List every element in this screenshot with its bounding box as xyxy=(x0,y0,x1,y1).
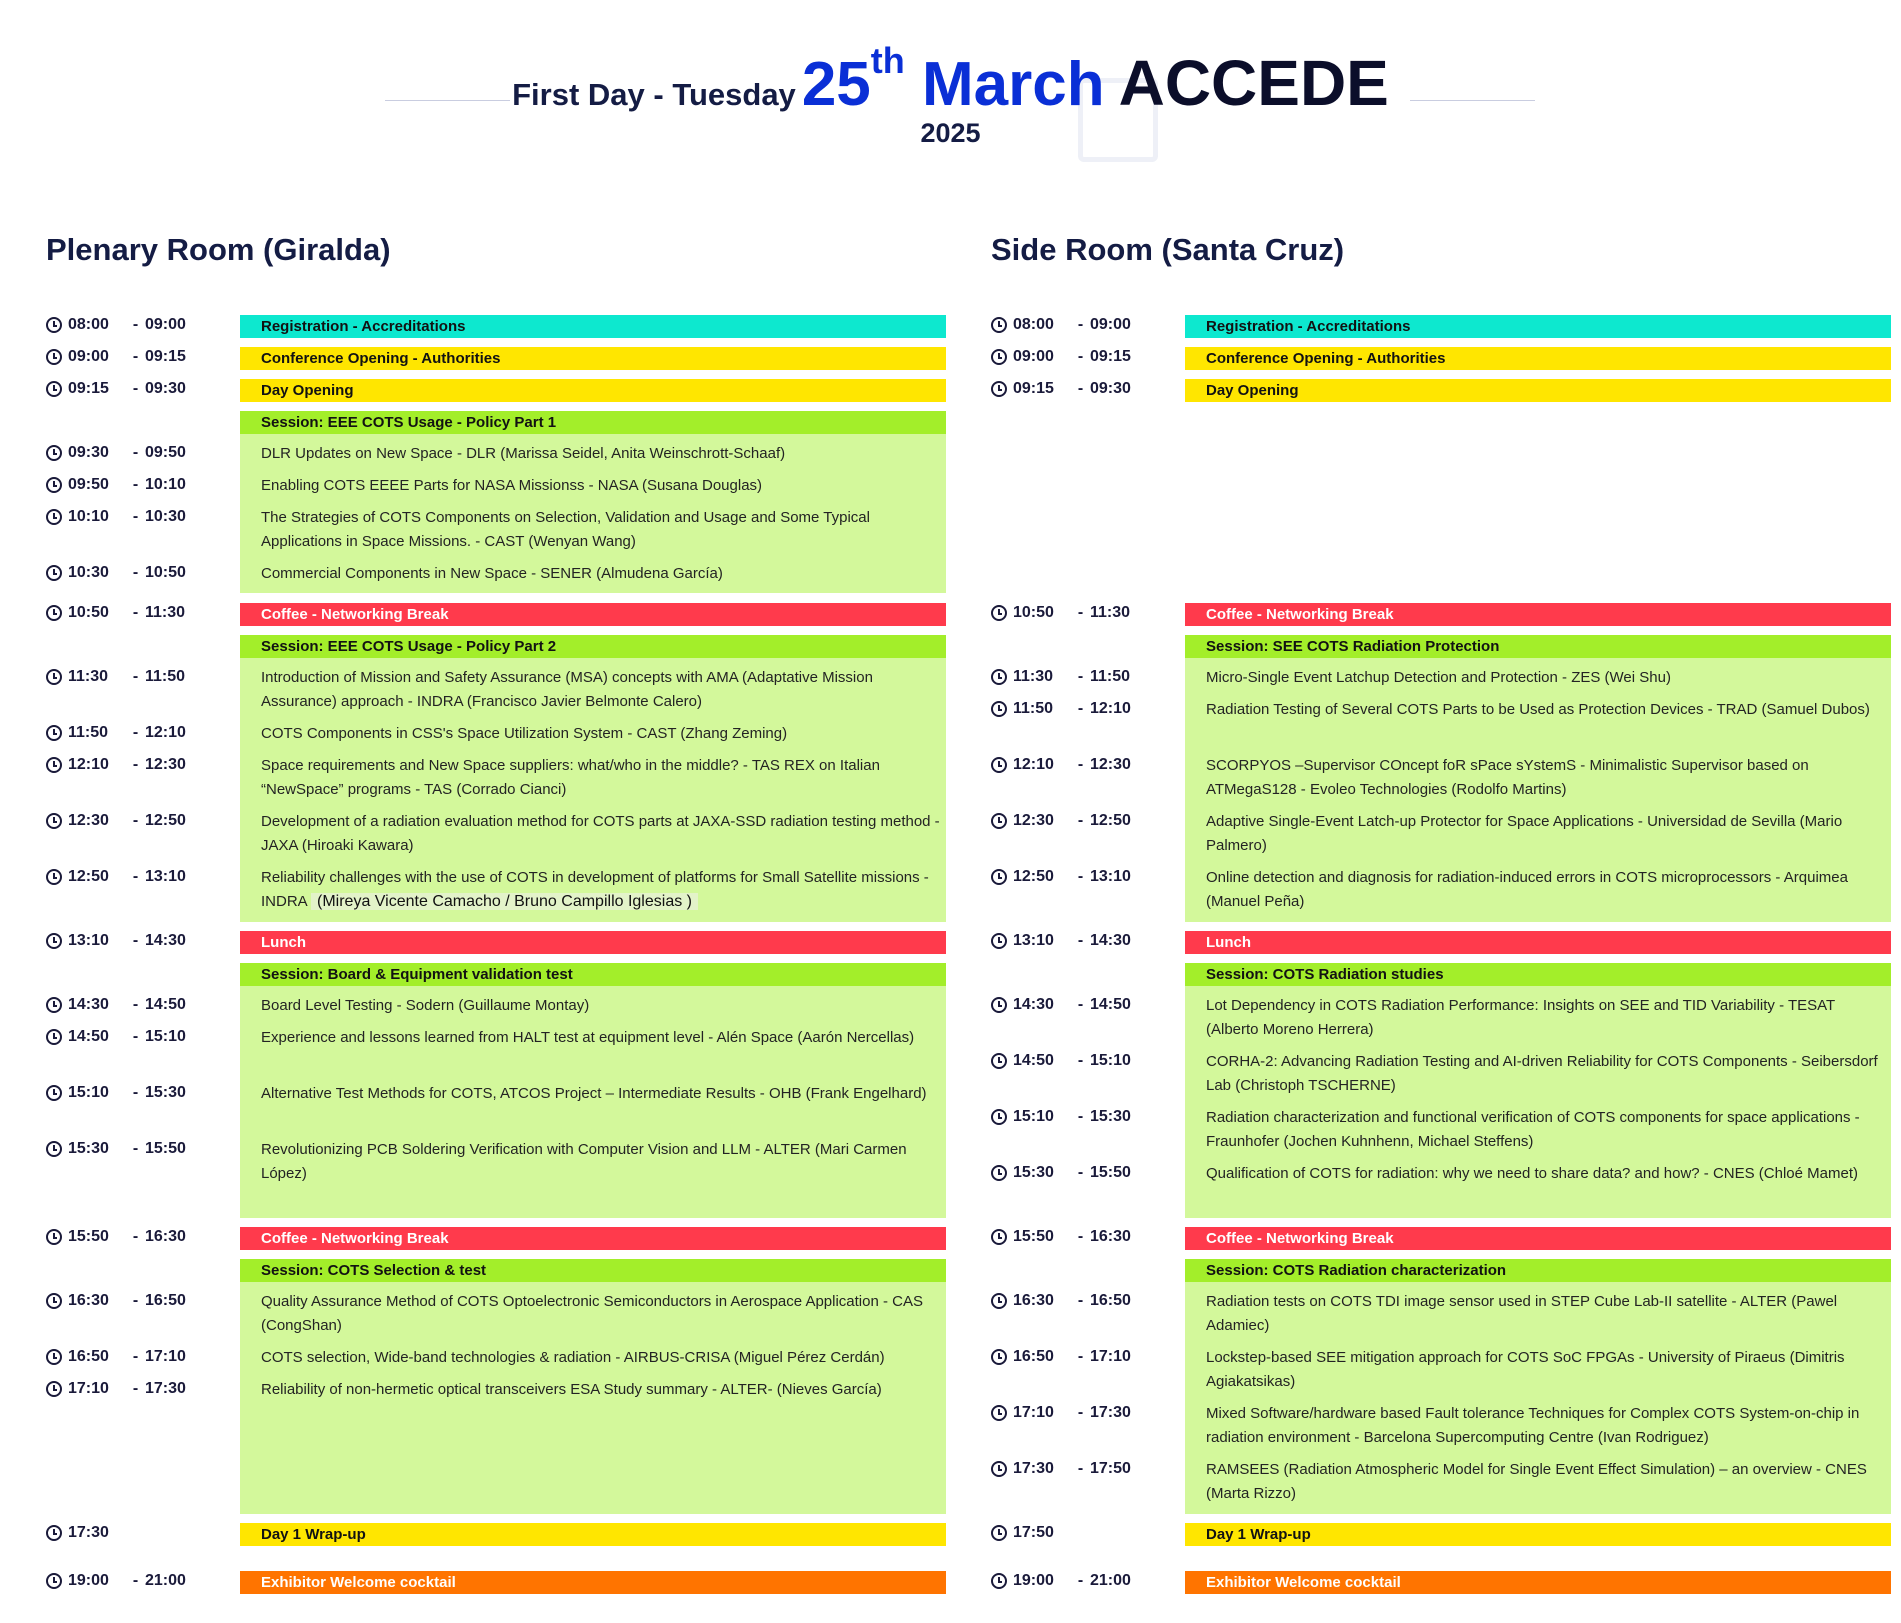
clock-icon xyxy=(991,1109,1007,1125)
clock-icon xyxy=(991,813,1007,829)
clock-icon xyxy=(46,669,62,685)
time-slot: 09:00 - 09:15 xyxy=(991,348,1191,366)
time-slot: 16:50 - 17:10 xyxy=(46,1348,246,1366)
clock-icon xyxy=(991,701,1007,717)
talk-item: Experience and lessons learned from HALT test at equipment level - Alén Space (Aarón Nercellas) xyxy=(261,1029,915,1046)
time-slot: 14:30 - 14:50 xyxy=(46,996,246,1014)
time-slot: 11:30 - 11:50 xyxy=(46,668,246,686)
opening-bar: Conference Opening - Authorities xyxy=(1185,347,1891,370)
clock-icon xyxy=(991,1349,1007,1365)
clock-icon xyxy=(46,869,62,885)
wrap-up-bar: Day 1 Wrap-up xyxy=(1185,1523,1891,1546)
coffee-break-bar: Coffee - Networking Break xyxy=(240,603,946,626)
clock-icon xyxy=(991,317,1007,333)
clock-icon xyxy=(46,1293,62,1309)
time-slot: 09:15 - 09:30 xyxy=(46,380,246,398)
cocktail-bar: Exhibitor Welcome cocktail xyxy=(1185,1571,1891,1594)
lunch-bar: Lunch xyxy=(1185,931,1891,954)
time-slot: 09:00 - 09:15 xyxy=(46,348,246,366)
talk-item: Space requirements and New Space suppliers: what/who in the middle? - TAS REX on Italian “NewSpace” programs - TAS (Corrado Cianci) xyxy=(261,757,880,798)
clock-icon xyxy=(991,349,1007,365)
clock-icon xyxy=(46,933,62,949)
time-slot: 11:50 - 12:10 xyxy=(46,724,246,742)
talk-item: Alternative Test Methods for COTS, ATCOS Project – Intermediate Results - OHB (Frank Engelhard) xyxy=(261,1085,927,1102)
clock-icon xyxy=(46,317,62,333)
clock-icon xyxy=(991,869,1007,885)
time-slot: 08:00 - 09:00 xyxy=(991,316,1191,334)
event-year: 2025 xyxy=(920,118,981,148)
time-slot: 12:10 - 12:30 xyxy=(46,756,246,774)
session-header: Session: EEE COTS Usage - Policy Part 2 xyxy=(240,635,946,658)
clock-icon xyxy=(46,1349,62,1365)
time-slot: 17:10 - 17:30 xyxy=(991,1404,1191,1422)
clock-icon xyxy=(46,1029,62,1045)
clock-icon xyxy=(46,1381,62,1397)
wrap-up-bar: Day 1 Wrap-up xyxy=(240,1523,946,1546)
clock-icon xyxy=(46,565,62,581)
clock-icon xyxy=(46,605,62,621)
talk-item: Reliability challenges with the use of COTS in development of platforms for Small Satellite missions - INDRA (Mireya Vicente Camacho / Bruno Campillo Iglesias ) xyxy=(261,869,929,910)
clock-icon xyxy=(46,1573,62,1589)
clock-icon xyxy=(991,1165,1007,1181)
talk-item: Online detection and diagnosis for radiation-induced errors in COTS microprocessors - Arquimea (Manuel Peña) xyxy=(1206,869,1848,910)
talk-item: Radiation characterization and functional verification of COTS components for space applications - Fraunhofer (Jochen Kuhnhenn, Michael Steffens) xyxy=(1206,1109,1860,1150)
talk-item: DLR Updates on New Space - DLR (Marissa Seidel, Anita Weinschrott-Schaaf) xyxy=(261,445,786,462)
session-header: Session: COTS Radiation studies xyxy=(1185,963,1891,986)
clock-icon xyxy=(991,1229,1007,1245)
registration-bar: Registration - Accreditations xyxy=(240,315,946,338)
time-slot: 15:50 - 16:30 xyxy=(991,1228,1191,1246)
clock-icon xyxy=(991,1461,1007,1477)
talk-item: COTS selection, Wide-band technologies & radiation - AIRBUS-CRISA (Miguel Pérez Cerdán) xyxy=(261,1349,885,1366)
talk-item: Revolutionizing PCB Soldering Verification with Computer Vision and LLM - ALTER (Mari Carmen López) xyxy=(261,1141,907,1182)
clock-icon xyxy=(991,605,1007,621)
talk-item: RAMSEES (Radiation Atmospheric Model for Single Event Effect Simulation) – an overview - CNES (Marta Rizzo) xyxy=(1206,1461,1867,1502)
highlighted-speakers: (Mireya Vicente Camacho / Bruno Campillo Iglesias ) xyxy=(311,893,698,910)
clock-icon xyxy=(46,997,62,1013)
time-slot: 10:10 - 10:30 xyxy=(46,508,246,526)
event-brand: ACCEDE xyxy=(1118,47,1389,119)
clock-icon xyxy=(991,757,1007,773)
event-date: 25th March xyxy=(801,40,1105,119)
clock-icon xyxy=(991,1573,1007,1589)
time-slot: 17:30 xyxy=(46,1524,246,1542)
time-slot: 15:50 - 16:30 xyxy=(46,1228,246,1246)
session-header: Session: EEE COTS Usage - Policy Part 1 xyxy=(240,411,946,434)
talk-item: The Strategies of COTS Components on Selection, Validation and Usage and Some Typical Applications in Space Missions. - CAST (Wenyan Wang) xyxy=(261,509,870,550)
talk-item: SCORPYOS –Supervisor COncept foR sPace sYstemS - Minimalistic Supervisor based on ATMegaS128 - Evoleo Technologies (Rodolfo Martins) xyxy=(1206,757,1809,798)
side-room-column xyxy=(991,0,1891,1623)
talk-item: Quality Assurance Method of COTS Optoelectronic Semiconductors in Aerospace Application - CAS (CongShan) xyxy=(261,1293,923,1334)
time-slot: 11:50 - 12:10 xyxy=(991,700,1191,718)
talk-item: Adaptive Single-Event Latch-up Protector for Space Applications - Universidad de Sevilla (Mario Palmero) xyxy=(1206,813,1843,854)
talk-item: Radiation tests on COTS TDI image sensor used in STEP Cube Lab-II satellite - ALTER (Pawel Adamiec) xyxy=(1206,1293,1838,1334)
time-slot: 10:50 - 11:30 xyxy=(991,604,1191,622)
time-slot: 15:30 - 15:50 xyxy=(46,1140,246,1158)
time-slot: 15:10 - 15:30 xyxy=(46,1084,246,1102)
clock-icon xyxy=(991,1405,1007,1421)
time-slot: 10:50 - 11:30 xyxy=(46,604,246,622)
talk-item: Introduction of Mission and Safety Assurance (MSA) concepts with AMA (Adaptative Mission Assurance) approach - INDRA (Francisco Javier Belmonte Calero) xyxy=(261,669,873,710)
time-slot: 12:30 - 12:50 xyxy=(46,812,246,830)
time-slot: 16:50 - 17:10 xyxy=(991,1348,1191,1366)
time-slot: 11:30 - 11:50 xyxy=(991,668,1191,686)
clock-icon xyxy=(46,1229,62,1245)
clock-icon xyxy=(991,669,1007,685)
time-slot: 17:30 - 17:50 xyxy=(991,1460,1191,1478)
time-slot: 14:50 - 15:10 xyxy=(991,1052,1191,1070)
time-slot: 17:50 xyxy=(991,1524,1191,1542)
time-slot: 09:30 - 09:50 xyxy=(46,444,246,462)
talk-item: Board Level Testing - Sodern (Guillaume Montay) xyxy=(261,997,590,1014)
talk-item: Enabling COTS EEEE Parts for NASA Missionss - NASA (Susana Douglas) xyxy=(261,477,763,494)
time-slot: 16:30 - 16:50 xyxy=(991,1292,1191,1310)
lunch-bar: Lunch xyxy=(240,931,946,954)
clock-icon xyxy=(991,1053,1007,1069)
time-slot: 08:00 - 09:00 xyxy=(46,316,246,334)
talk-item: Development of a radiation evaluation method for COTS parts at JAXA-SSD radiation testing method - JAXA (Hiroaki Kawara) xyxy=(261,813,940,854)
time-slot: 14:30 - 14:50 xyxy=(991,996,1191,1014)
time-slot: 13:10 - 14:30 xyxy=(46,932,246,950)
clock-icon xyxy=(991,1525,1007,1541)
clock-icon xyxy=(46,1525,62,1541)
session-header: Session: SEE COTS Radiation Protection xyxy=(1185,635,1891,658)
session-header: Session: COTS Radiation characterization xyxy=(1185,1259,1891,1282)
clock-icon xyxy=(991,1293,1007,1309)
time-slot: 12:50 - 13:10 xyxy=(991,868,1191,886)
talk-item: Qualification of COTS for radiation: why we need to share data? and how? - CNES (Chloé Mamet) xyxy=(1206,1165,1858,1182)
day-opening-bar: Day Opening xyxy=(1185,379,1891,402)
talk-item: Commercial Components in New Space - SENER (Almudena García) xyxy=(261,565,723,582)
time-slot: 12:10 - 12:30 xyxy=(991,756,1191,774)
time-slot: 14:50 - 15:10 xyxy=(46,1028,246,1046)
clock-icon xyxy=(46,1141,62,1157)
time-slot: 12:30 - 12:50 xyxy=(991,812,1191,830)
clock-icon xyxy=(991,997,1007,1013)
time-slot: 17:10 - 17:30 xyxy=(46,1380,246,1398)
day-label: First Day - Tuesday xyxy=(512,77,796,112)
time-slot: 09:50 - 10:10 xyxy=(46,476,246,494)
opening-bar: Conference Opening - Authorities xyxy=(240,347,946,370)
talk-item: Lockstep-based SEE mitigation approach for COTS SoC FPGAs - University of Piraeus (Dimitris Agiakatsikas) xyxy=(1206,1349,1845,1390)
room-title: Plenary Room (Giralda) xyxy=(46,232,391,267)
time-slot: 15:30 - 15:50 xyxy=(991,1164,1191,1182)
time-slot: 16:30 - 16:50 xyxy=(46,1292,246,1310)
time-slot: 15:10 - 15:30 xyxy=(991,1108,1191,1126)
talk-item: Lot Dependency in COTS Radiation Performance: Insights on SEE and TID Variability - TESAT (Alberto Moreno Herrera) xyxy=(1206,997,1835,1038)
coffee-break-bar: Coffee - Networking Break xyxy=(240,1227,946,1250)
time-slot: 09:15 - 09:30 xyxy=(991,380,1191,398)
clock-icon xyxy=(46,445,62,461)
session-header: Session: COTS Selection & test xyxy=(240,1259,946,1282)
time-slot: 19:00 - 21:00 xyxy=(991,1572,1191,1590)
clock-icon xyxy=(46,349,62,365)
time-slot: 19:00 - 21:00 xyxy=(46,1572,246,1590)
clock-icon xyxy=(46,757,62,773)
talk-item: Radiation Testing of Several COTS Parts to be Used as Protection Devices - TRAD (Samuel Dubos) xyxy=(1206,701,1870,718)
clock-icon xyxy=(991,381,1007,397)
clock-icon xyxy=(46,813,62,829)
room-title: Side Room (Santa Cruz) xyxy=(991,232,1345,267)
talk-item: COTS Components in CSS's Space Utilization System - CAST (Zhang Zeming) xyxy=(261,725,788,742)
coffee-break-bar: Coffee - Networking Break xyxy=(1185,1227,1891,1250)
coffee-break-bar: Coffee - Networking Break xyxy=(1185,603,1891,626)
time-slot: 10:30 - 10:50 xyxy=(46,564,246,582)
clock-icon xyxy=(46,477,62,493)
day-opening-bar: Day Opening xyxy=(240,379,946,402)
talk-item: Micro-Single Event Latchup Detection and Protection - ZES (Wei Shu) xyxy=(1206,669,1671,686)
clock-icon xyxy=(46,725,62,741)
clock-icon xyxy=(991,933,1007,949)
plenary-room-column xyxy=(46,0,946,1623)
talk-item: Mixed Software/hardware based Fault tolerance Techniques for Complex COTS System-on-chip in radiation environment - Barcelona Supercomputing Centre (Ivan Rodriguez) xyxy=(1206,1405,1860,1446)
clock-icon xyxy=(46,381,62,397)
time-slot: 13:10 - 14:30 xyxy=(991,932,1191,950)
talk-item: Reliability of non-hermetic optical transceivers ESA Study summary - ALTER- (Nieves García) xyxy=(261,1381,882,1398)
clock-icon xyxy=(46,509,62,525)
registration-bar: Registration - Accreditations xyxy=(1185,315,1891,338)
session-header: Session: Board & Equipment validation test xyxy=(240,963,946,986)
time-slot: 12:50 - 13:10 xyxy=(46,868,246,886)
talk-item: CORHA-2: Advancing Radiation Testing and AI-driven Reliability for COTS Components - Seibersdorf Lab (Christoph TSCHERNE) xyxy=(1206,1053,1878,1094)
clock-icon xyxy=(46,1085,62,1101)
cocktail-bar: Exhibitor Welcome cocktail xyxy=(240,1571,946,1594)
